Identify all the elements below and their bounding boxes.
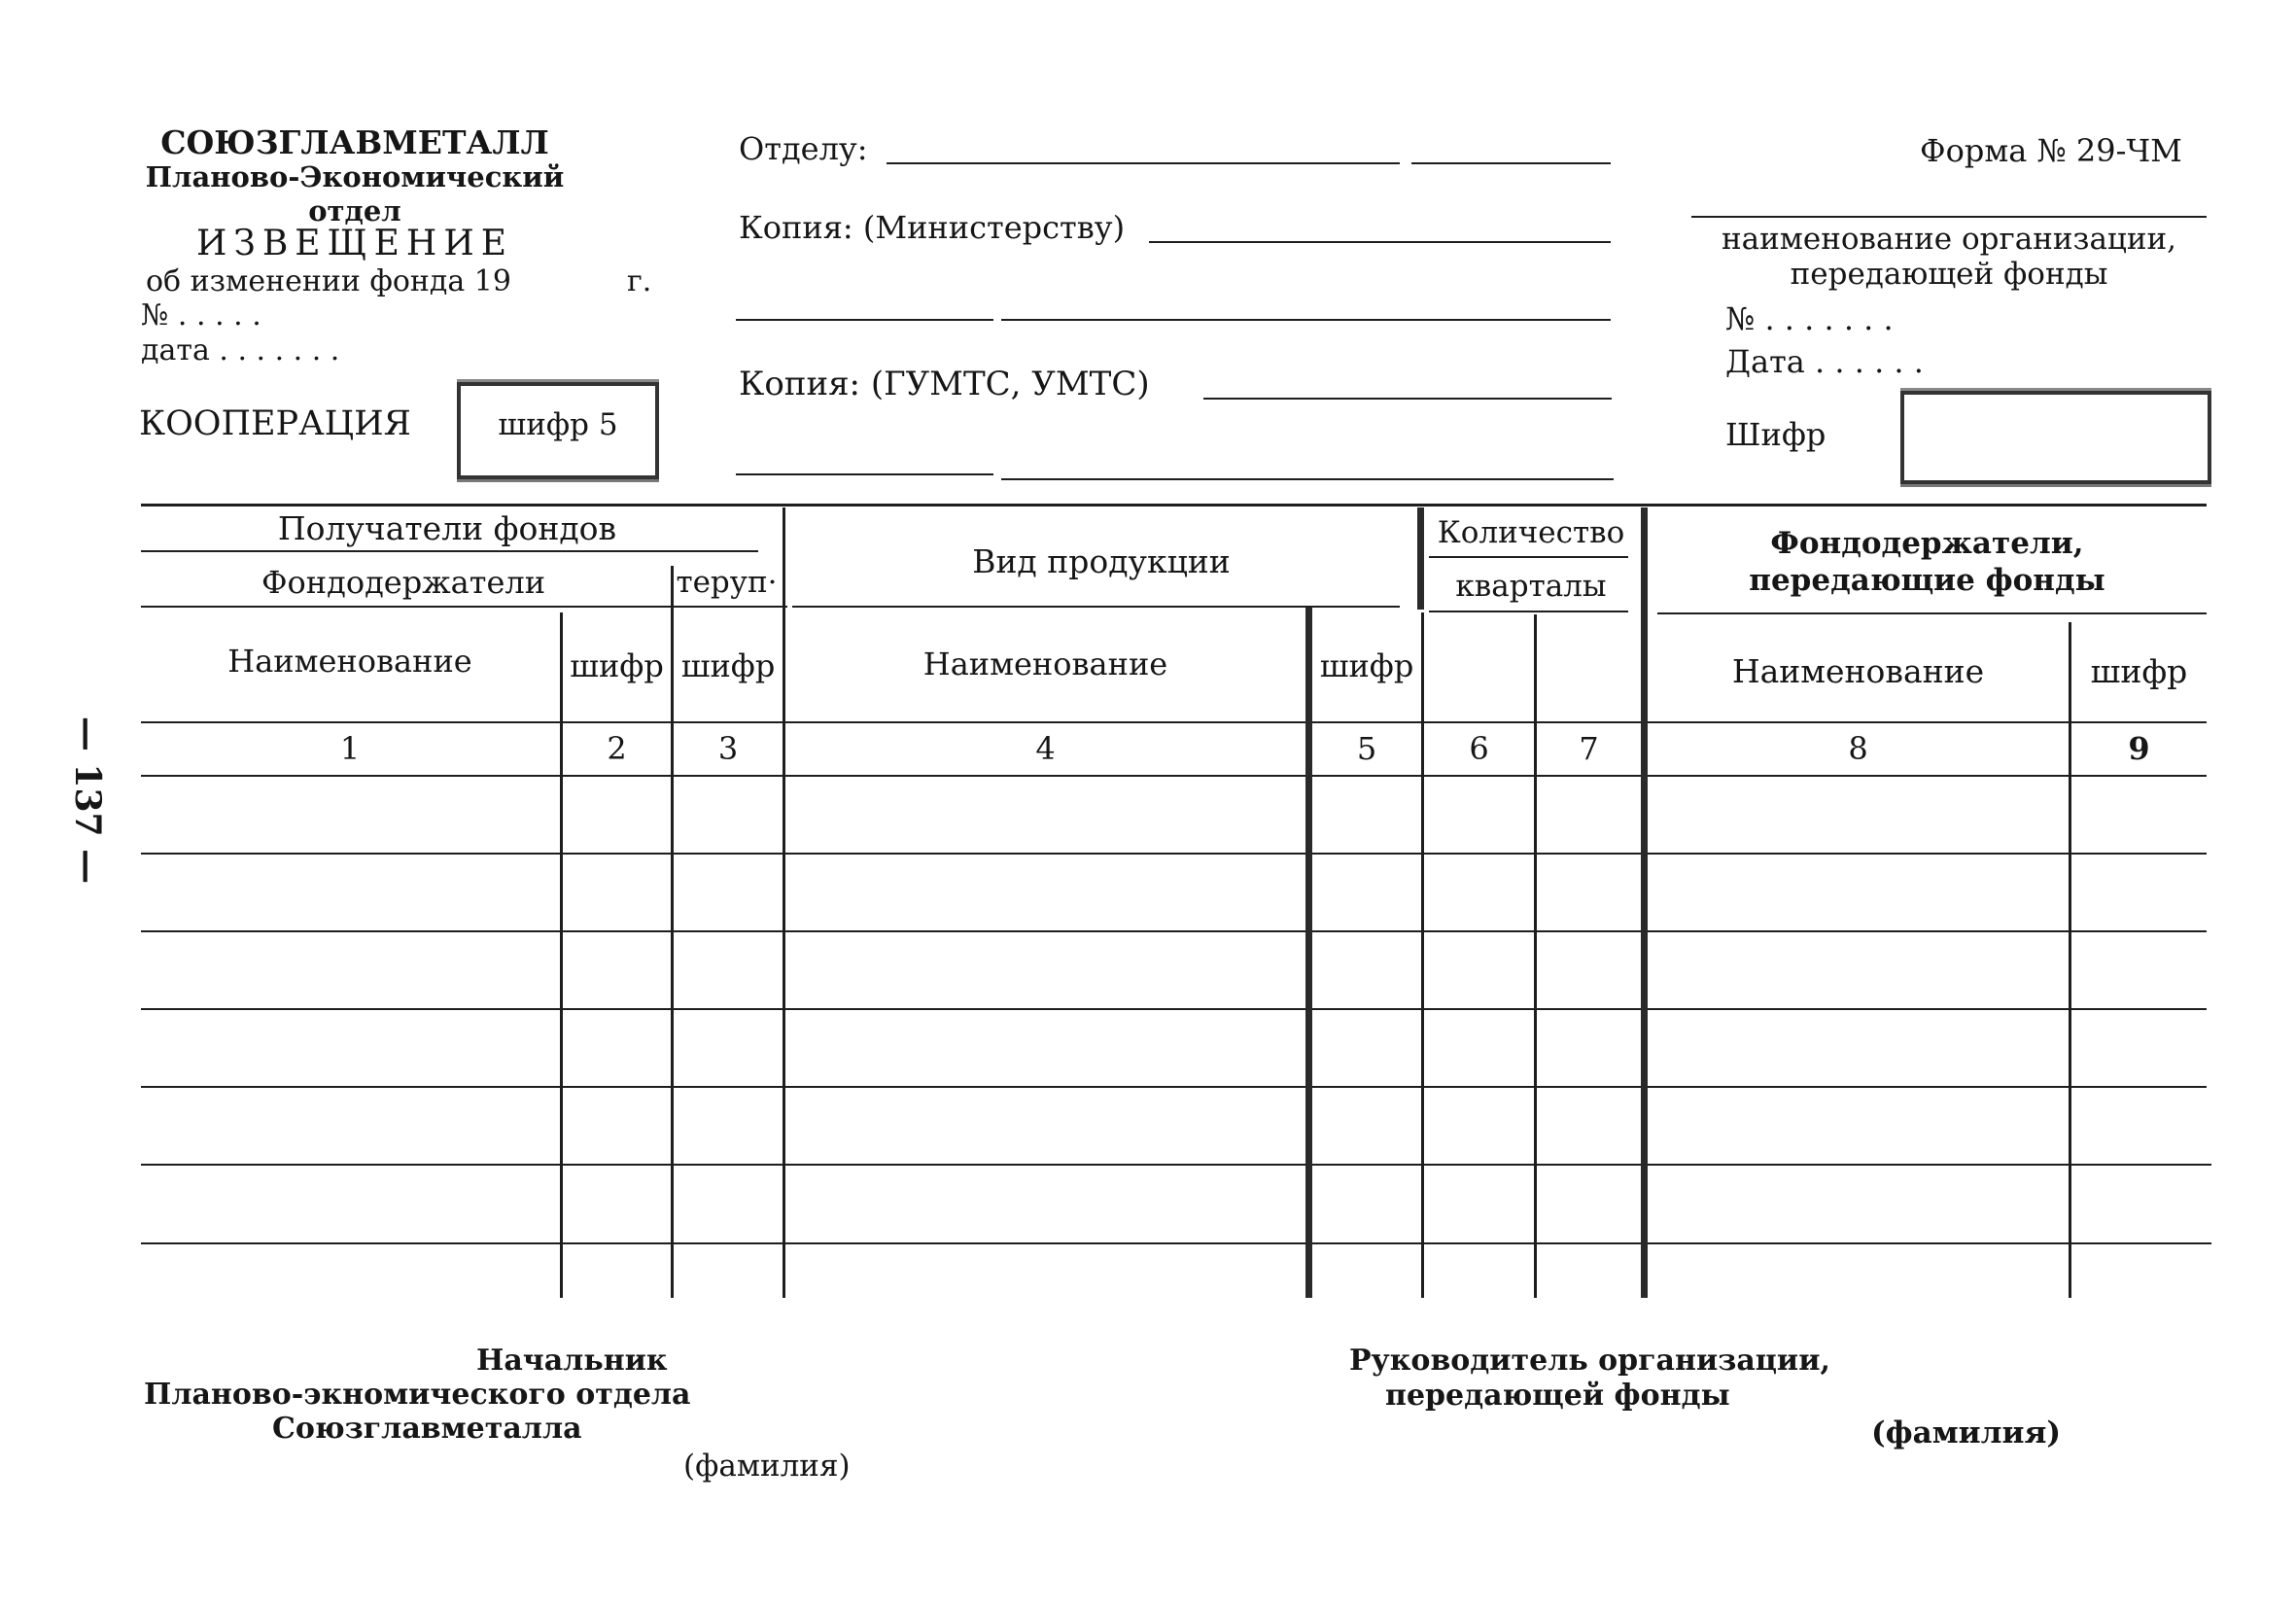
header-transfer-1: Фондодержатели, bbox=[1770, 526, 2084, 561]
col-number-3: 3 bbox=[717, 730, 739, 767]
col-number-5: 5 bbox=[1356, 730, 1377, 767]
col-number-2: 2 bbox=[607, 730, 627, 767]
header-fund-holders: Фондодержатели bbox=[261, 564, 546, 601]
data-row-line-2 bbox=[141, 930, 2207, 932]
org-name: СОЮЗГЛАВМЕТАЛЛ bbox=[160, 123, 549, 161]
header-recipients: Получатели фондов bbox=[277, 508, 617, 547]
header-quantity: Количество bbox=[1437, 515, 1625, 550]
chief-title: Начальник bbox=[476, 1344, 668, 1378]
data-row-line-4 bbox=[141, 1086, 2207, 1088]
notice-number: № . . . . . bbox=[141, 298, 261, 332]
right-date: Дата . . . . . . bbox=[1725, 343, 1924, 380]
numbers-row-underline bbox=[141, 775, 2207, 777]
cipher-box bbox=[457, 382, 659, 479]
data-row-line-1 bbox=[141, 853, 2207, 855]
col-divider-1-2 bbox=[560, 612, 563, 1298]
col-divider-4-5 bbox=[1305, 608, 1312, 1298]
surname-right: (фамилия) bbox=[1871, 1415, 2062, 1450]
col-divider-5-6 bbox=[1421, 612, 1424, 1298]
quarters-underline bbox=[1429, 611, 1628, 612]
col-number-9: 9 bbox=[2128, 730, 2150, 767]
col-number-6: 6 bbox=[1469, 730, 1489, 767]
org-name-caption-2: передающей фонды bbox=[1790, 257, 2108, 292]
col4-name-label: Наименование bbox=[922, 645, 1168, 682]
col1-name-label: Наименование bbox=[227, 643, 472, 680]
head-org: передающей фонды bbox=[1385, 1379, 1730, 1413]
blank-line-a bbox=[736, 319, 993, 321]
col-divider-quantity bbox=[1417, 507, 1424, 610]
blank-line-c bbox=[736, 473, 993, 475]
chief-department: Планово-экномического отдела bbox=[144, 1378, 691, 1412]
notice-date: дата . . . . . . . bbox=[141, 333, 340, 367]
org-name-caption-1: наименование организации, bbox=[1721, 222, 2177, 257]
col2-cipher-label: шифр bbox=[570, 647, 664, 684]
org-name-line bbox=[1691, 216, 2207, 218]
department-line1: Планово-Экономический bbox=[145, 160, 565, 193]
col-divider-7-8 bbox=[1641, 507, 1648, 1298]
col9-cipher-label: шифр bbox=[2090, 651, 2188, 690]
cooperation-label: КООПЕРАЦИЯ bbox=[139, 404, 411, 443]
header-quarters: кварталы bbox=[1455, 569, 1607, 604]
header-transfer-2: передающие фонды bbox=[1749, 563, 2105, 598]
col-number-1: 1 bbox=[339, 730, 361, 767]
header-terup: теруп· bbox=[676, 565, 778, 600]
blank-line-b bbox=[1001, 319, 1611, 321]
copy-gumts-line bbox=[1203, 398, 1612, 400]
copy-gumts-label: Копия: (ГУМТС, УМТС) bbox=[739, 365, 1150, 403]
data-row-line-5 bbox=[141, 1164, 2211, 1166]
otdelu-line-2 bbox=[1411, 162, 1611, 164]
cipher-box-label: шифр 5 bbox=[498, 407, 618, 442]
right-cipher-label: Шифр bbox=[1725, 416, 1826, 453]
transfer-underline bbox=[1657, 612, 2207, 614]
right-cipher-box bbox=[1900, 391, 2211, 484]
col5-cipher-label: шифр bbox=[1319, 647, 1414, 684]
otdelu-label: Отделу: bbox=[739, 130, 868, 167]
subtitle: об изменении фонда 19 bbox=[146, 264, 511, 298]
col8-name-label: Наименование bbox=[1731, 651, 1985, 690]
form-number: Форма № 29-ЧМ bbox=[1920, 132, 2182, 169]
recipients-underline bbox=[141, 550, 758, 552]
col-number-4: 4 bbox=[1035, 730, 1056, 767]
data-row-line-6 bbox=[141, 1242, 2211, 1244]
copy-ministry-line bbox=[1149, 241, 1611, 243]
chief-organization: Союзглавметалла bbox=[272, 1412, 582, 1446]
document-title: ИЗВЕЩЕНИЕ bbox=[196, 224, 513, 263]
col-number-7: 7 bbox=[1579, 730, 1599, 767]
col-number-8: 8 bbox=[1848, 730, 1868, 767]
department-line2: отдел bbox=[308, 194, 401, 227]
blank-line-d bbox=[1001, 478, 1614, 480]
col-divider-6-7 bbox=[1534, 614, 1537, 1298]
head-title: Руководитель организации, bbox=[1349, 1344, 1830, 1378]
data-row-line-3 bbox=[141, 1008, 2207, 1010]
surname-left: (фамилия) bbox=[683, 1449, 851, 1484]
otdelu-line bbox=[887, 162, 1400, 164]
year-suffix: г. bbox=[627, 264, 652, 298]
name-row-underline bbox=[141, 721, 2207, 723]
page-number: — 137 — bbox=[67, 716, 108, 885]
quantity-underline bbox=[1429, 556, 1628, 558]
copy-ministry-label: Копия: (Министерству) bbox=[739, 209, 1126, 246]
right-number: № . . . . . . . bbox=[1725, 300, 1894, 337]
col3-cipher-label: шифр bbox=[680, 647, 776, 684]
header-product-type: Вид продукции bbox=[972, 542, 1231, 580]
